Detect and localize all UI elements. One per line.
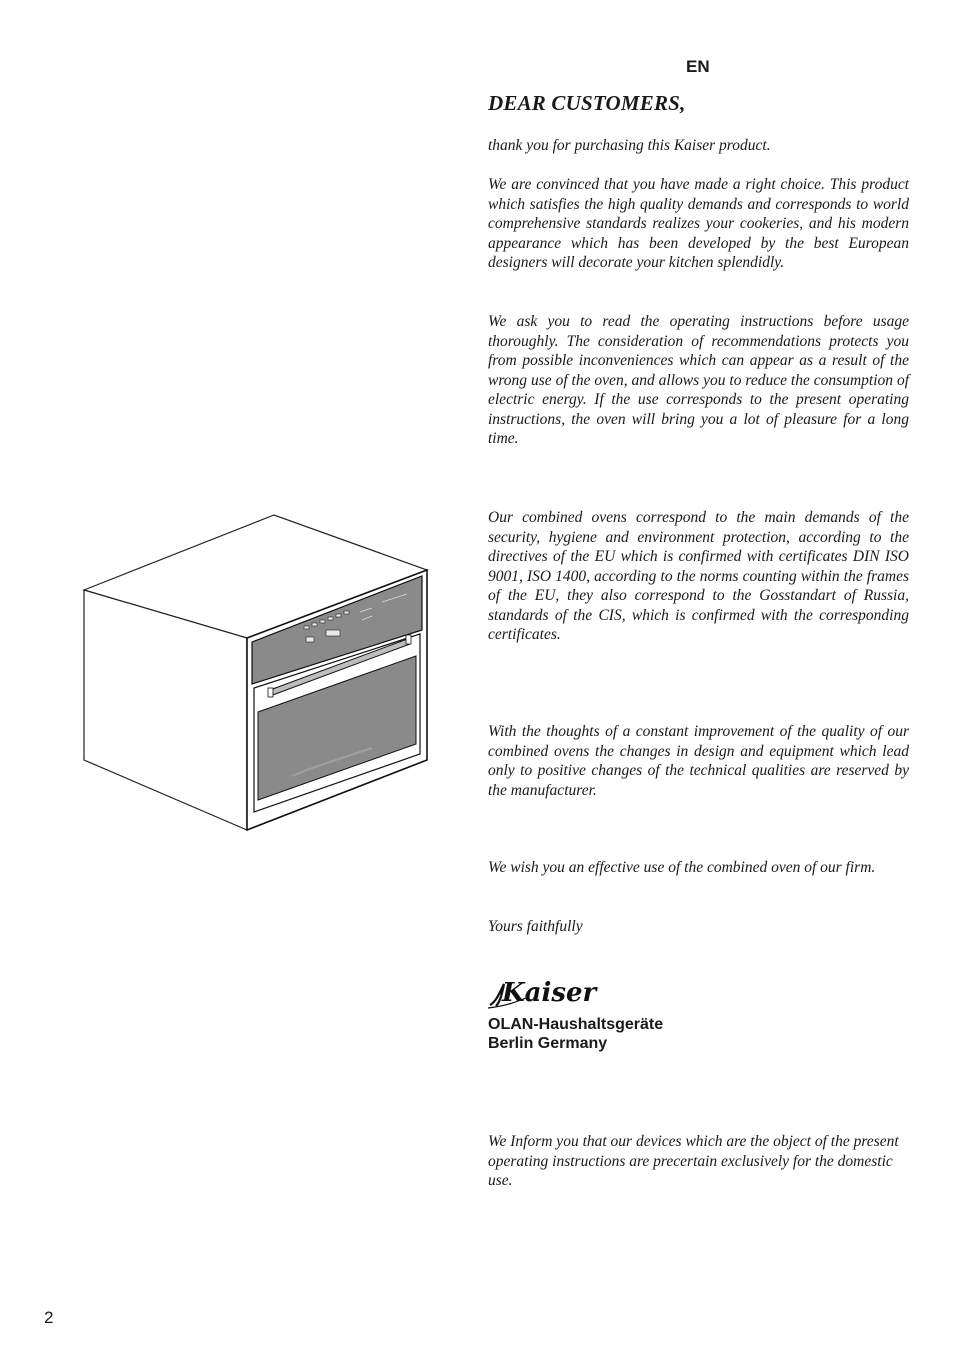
company-name: OLAN-Haushaltsgeräte [488,1016,664,1033]
kaiser-logo [486,972,606,1012]
paragraph-wish: We wish you an effective use of the combined oven of our firm. [488,859,876,876]
paragraph-improvement: With the thoughts of a constant improvement of the quality of our combined ovens the changes in design and equipment which lead only to positive changes of the technical qualities are reserved by the manufacturer. [488,723,909,799]
paragraph-instructions: We ask you to read the operating instructions before usage thoroughly. The consideration of recommendations protects you from possible inconveniences which can appear as a result of the wrong use of the oven, and allows you to reduce the consumption of electric energy. If the use corresponds to the present operating instructions, the oven will bring you a lot of pleasure for a long time. [488,313,909,447]
logo-wordmark: Kaiser [502,978,597,1008]
closing-line: Yours faithfully [488,918,583,935]
company-city: Berlin Germany [488,1035,608,1052]
built-in-oven-illustration [82,512,432,832]
language-label: EN [686,57,710,76]
paragraph-thanks: thank you for purchasing this Kaiser product. [488,137,771,154]
salutation-heading: DEAR CUSTOMERS, [488,91,686,115]
domestic-use-notice: We Inform you that our devices which are the object of the present operating instructions are precertain exclusively for the domestic use. [488,1133,899,1189]
paragraph-choice: We are convinced that you have made a right choice. This product which satisfies the high quality demands and corresponds to world comprehensive standards realizes your cookeries, and his modern appearance which has been developed by the best European designers will decorate your kitchen splendidly. [488,176,909,271]
page-number: 2 [44,1308,54,1327]
company-block [488,1015,663,1053]
paragraph-certification: Our combined ovens correspond to the main demands of the security, hygiene and environment protection, according to the directives of the EU which is confirmed with certificates DIN ISO 9001, ISO 1400, according to the norms counting within the frames of the EU, they also correspond to the Gosstandart of Russia, standards of the CIS, which is confirmed with the corresponding certificates. [488,509,909,643]
